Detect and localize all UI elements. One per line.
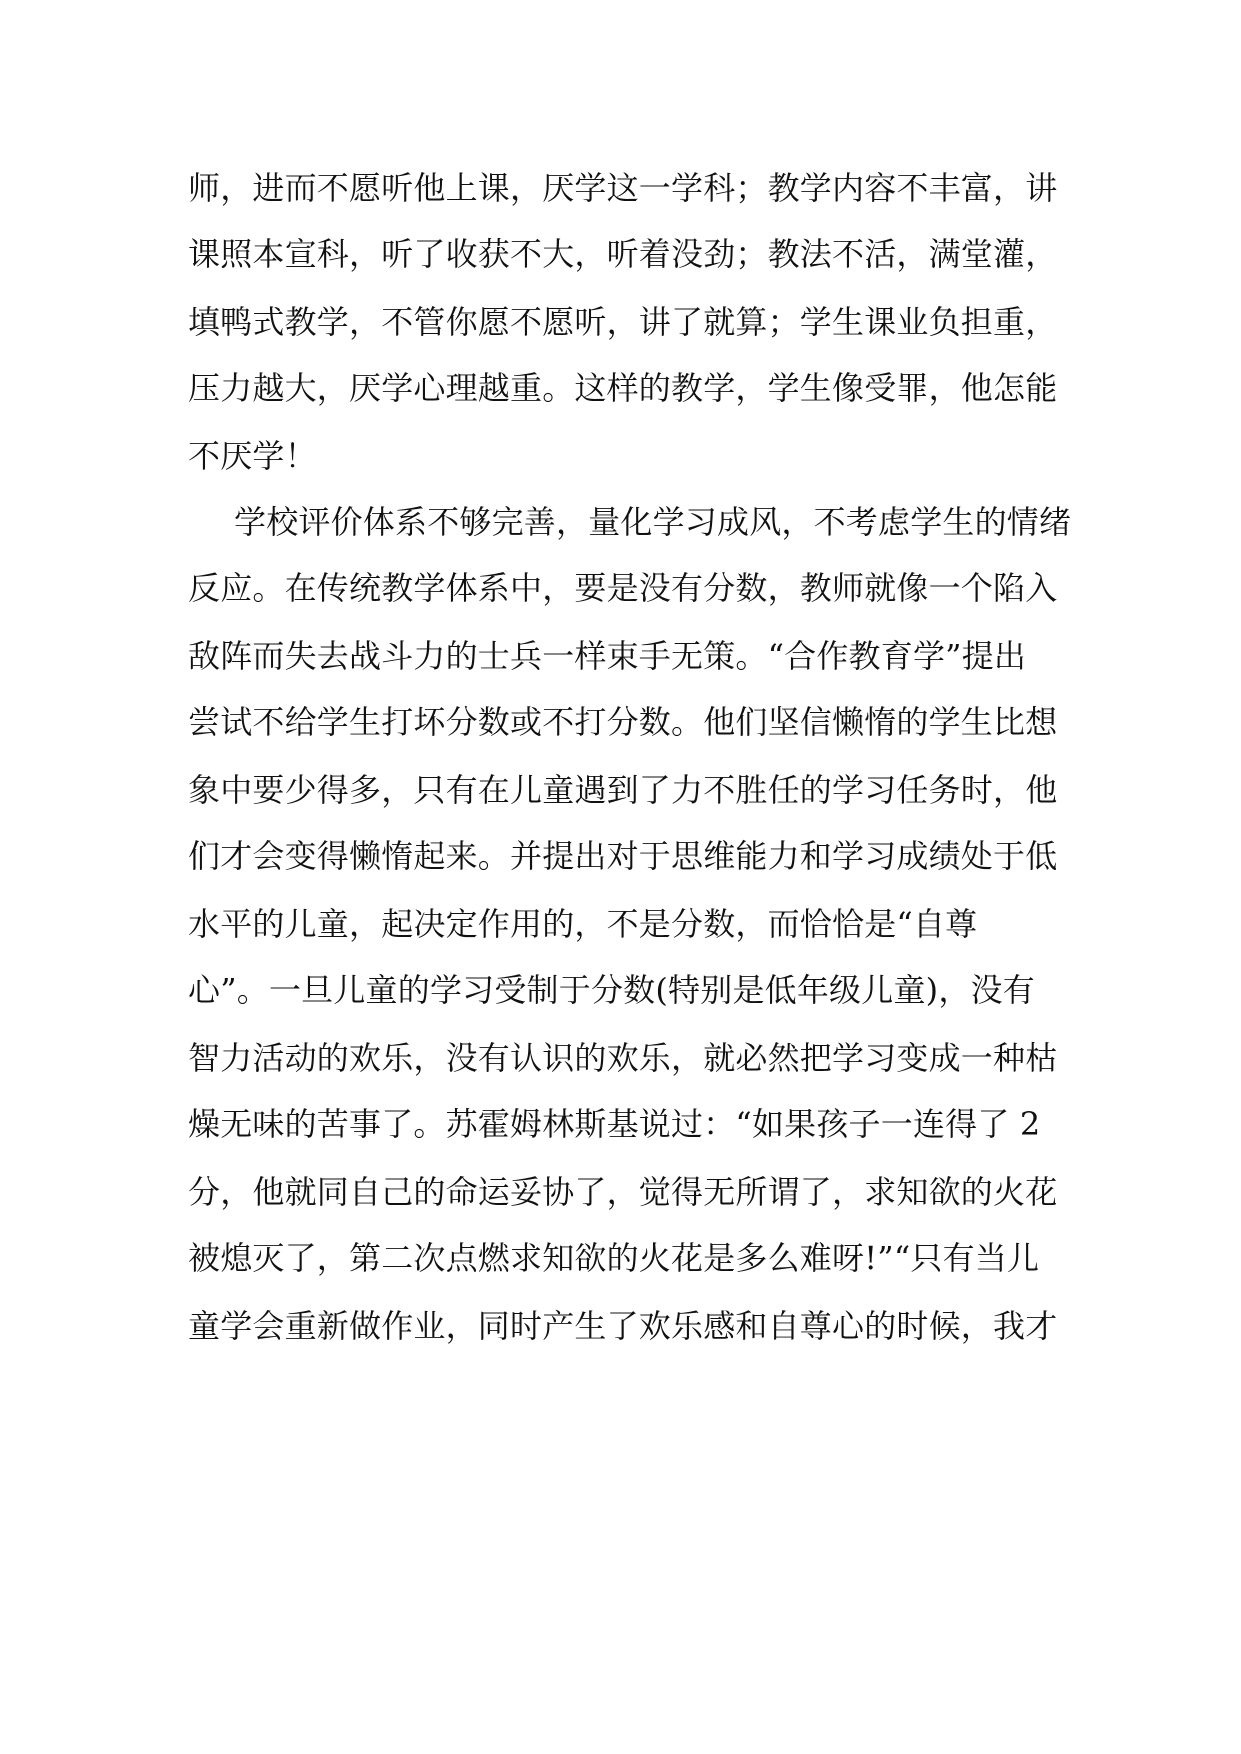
text-line: 们才会变得懒惰起来。并提出对于思维能力和学习成绩处于低 bbox=[188, 837, 1058, 875]
text-line: 敌阵而失去战斗力的士兵一样束手无策。“合作教育学”提出 bbox=[188, 637, 1027, 675]
text-line: 课照本宣科，听了收获不大，听着没劲；教法不活，满堂灌， bbox=[188, 235, 1058, 273]
text-line: 象中要少得多，只有在儿童遇到了力不胜任的学习任务时，他 bbox=[188, 771, 1058, 809]
text-line: 心”。一旦儿童的学习受制于分数(特别是低年级儿童)，没有 bbox=[188, 971, 1035, 1009]
text-line: 智力活动的欢乐，没有认识的欢乐，就必然把学习变成一种枯 bbox=[188, 1039, 1058, 1077]
text-line: 反应。在传统教学体系中，要是没有分数，教师就像一个陷入 bbox=[188, 569, 1058, 607]
text-line: 师，进而不愿听他上课，厌学这一学科；教学内容不丰富，讲 bbox=[188, 169, 1058, 207]
text-line: 不厌学！ bbox=[188, 437, 317, 475]
text-line: 尝试不给学生打坏分数或不打分数。他们坚信懒惰的学生比想 bbox=[188, 703, 1058, 741]
text-line: 童学会重新做作业，同时产生了欢乐感和自尊心的时候，我才 bbox=[188, 1307, 1058, 1345]
text-line: 分，他就同自己的命运妥协了，觉得无所谓了，求知欲的火花 bbox=[188, 1173, 1058, 1211]
text-line: 填鸭式教学，不管你愿不愿听，讲了就算；学生课业负担重， bbox=[188, 303, 1058, 341]
text-line: 被熄灭了，第二次点燃求知欲的火花是多么难呀!”“只有当儿 bbox=[188, 1239, 1040, 1277]
text-line: 压力越大，厌学心理越重。这样的教学，学生像受罪，他怎能 bbox=[188, 369, 1058, 407]
text-line: 水平的儿童，起决定作用的，不是分数，而恰恰是“自尊 bbox=[188, 905, 978, 943]
text-line: 燥无味的苦事了。苏霍姆林斯基说过：“如果孩子一连得了 2 bbox=[188, 1105, 1041, 1143]
paragraph-first-line: 学校评价体系不够完善，量化学习成风，不考虑学生的情绪 bbox=[234, 503, 1072, 541]
